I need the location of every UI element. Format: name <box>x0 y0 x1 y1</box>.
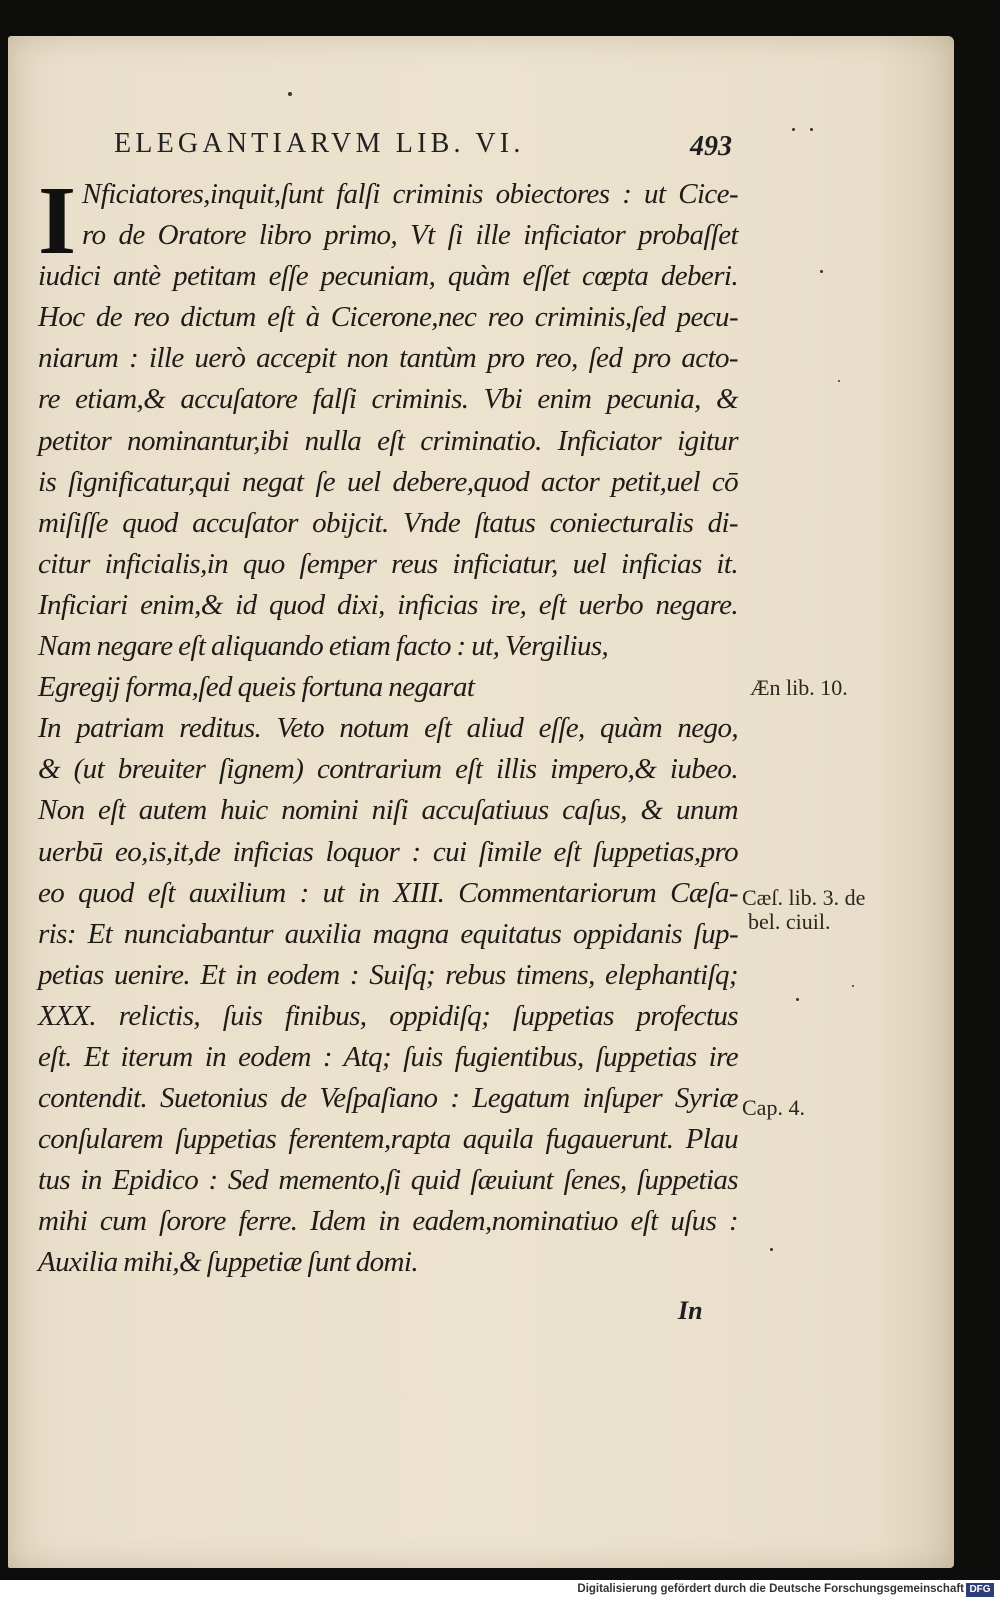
body-text <box>38 167 738 1284</box>
text-line: petitor nominantur,ibi nulla eſt criminatio. Inficiator igitur <box>38 424 738 457</box>
funding-credit: Digitalisierung gefördert durch die Deutsche Forschungsgemeinschaft <box>577 1583 964 1595</box>
paper-speck <box>852 985 854 987</box>
paper-speck <box>810 128 813 131</box>
page-number: 493 <box>690 131 732 162</box>
text-line: eo quod eſt auxilium : ut in XIII. Commentariorum Cæſa- <box>38 876 738 909</box>
text-line: uerbū eo,is,it,de inficias loquor : cui ſimile eſt ſuppetias,pro <box>38 835 738 868</box>
text-line: miſiſſe quod accuſator obijcit. Vnde ſtatus coniecturalis di- <box>38 506 738 539</box>
dfg-logo: DFG <box>966 1583 994 1597</box>
text-line: In patriam reditus. Veto notum eſt aliud eſſe, quàm nego, <box>38 712 738 745</box>
paper-speck <box>838 380 840 382</box>
text-line: Inficiari enim,& id quod dixi, inficias ire, eſt uerbo negare. <box>38 588 738 621</box>
text-line: conſularem ſuppetias ferentem,rapta aquila fugauerunt. Plau <box>38 1123 738 1156</box>
margin-note-chapter: Cap. 4. <box>742 1095 805 1120</box>
text-line: ro de Oratore libro primo, Vt ſi ille inficiator probaſſet <box>82 219 738 252</box>
catchword: In <box>678 1296 703 1325</box>
margin-note-caesar: Cæſ. lib. 3. de <box>742 885 866 910</box>
footer-bar <box>0 1580 1000 1602</box>
text-line: Non eſt autem huic nomini niſi accuſatiuus caſus, & unum <box>38 794 738 827</box>
text-line: tus in Epidico : Sed memento,ſi quid ſæuiunt ſenes, ſuppetias <box>38 1164 738 1197</box>
text-line: XXX. relictis, ſuis finibus, oppidiſq; ſuppetias profectus <box>38 999 738 1032</box>
text-line: iudici antè petitam eſſe pecuniam, quàm eſſet cœpta deberi. <box>38 260 738 293</box>
paper-speck <box>820 270 823 273</box>
text-line: Nficiatores,inquit,ſunt falſi criminis obiectores : ut Cice- <box>82 178 738 210</box>
paper-speck <box>796 998 799 1001</box>
verse-line: Egregij forma,ſed queis fortuna negarat <box>38 671 475 704</box>
paper-speck <box>770 1248 773 1251</box>
text-line: contendit. Suetonius de Veſpaſiano : Legatum inſuper Syriæ <box>38 1082 738 1115</box>
text-line: Nam negare eſt aliquando etiam facto : ut, Vergilius, <box>38 630 609 663</box>
text-line: Auxilia mihi,& ſuppetiæ ſunt domi. <box>38 1246 418 1279</box>
text-line: Hoc de reo dictum eſt à Cicerone,nec reo criminis,ſed pecu- <box>38 301 738 334</box>
drop-capital: I <box>38 167 77 275</box>
running-head: ELEGANTIARVM LIB. VI. <box>114 128 525 159</box>
margin-note-caesar-2: bel. ciuil. <box>748 909 831 934</box>
margin-note-aeneid: Æn lib. 10. <box>750 675 848 700</box>
text-line: is ſignificatur,qui negat ſe uel debere,quod actor petit,uel cō <box>38 465 738 498</box>
text-line: & (ut breuiter ſignem) contrarium eſt illis impero,& iubeo. <box>38 753 738 786</box>
text-line: eſt. Et iterum in eodem : Atq; ſuis fugientibus, ſuppetias ire <box>38 1040 738 1073</box>
text-line: citur inficialis,in quo ſemper reus inficiatur, uel inficias it. <box>38 547 738 580</box>
paper-speck <box>288 92 292 96</box>
page-header <box>114 128 754 168</box>
text-line: petias uenire. Et in eodem : Suiſq; rebus timens, elephantiſq; <box>38 958 738 991</box>
text-line: re etiam,& accuſatore falſi criminis. Vbi enim pecunia, & <box>38 383 738 416</box>
text-line: ris: Et nunciabantur auxilia magna equitatus oppidanis ſup- <box>38 917 738 950</box>
paper-speck <box>792 128 795 131</box>
text-line: niarum : ille uerò accepit non tantùm pro reo, ſed pro acto- <box>38 342 738 375</box>
text-line: mihi cum ſorore ferre. Idem in eadem,nominatiuo eſt uſus : <box>38 1205 738 1238</box>
